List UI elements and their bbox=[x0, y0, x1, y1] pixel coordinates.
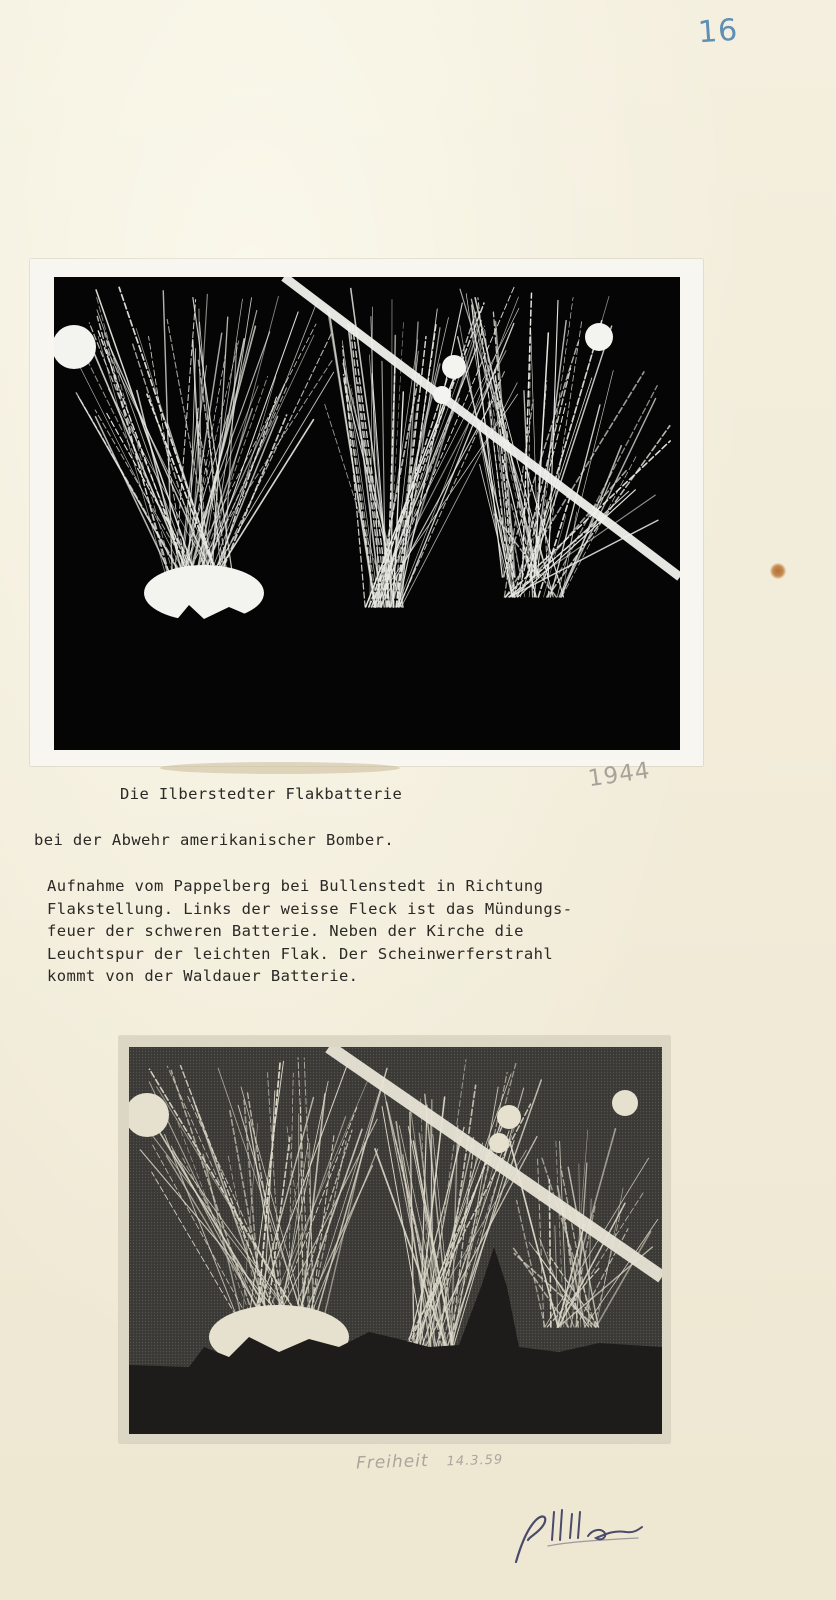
signature-mark bbox=[508, 1500, 698, 1570]
newspaper-clipping bbox=[119, 1036, 670, 1443]
glue-stain bbox=[160, 762, 400, 774]
photo-description bbox=[47, 875, 573, 988]
flak-tracer-halftone-image bbox=[129, 1047, 662, 1434]
handwritten-year: 1944 bbox=[586, 757, 653, 793]
description-line: feuer der schweren Batterie. Neben der Kirche die bbox=[47, 922, 524, 940]
caption-title: Die Ilberstedter Flakbatterie bbox=[120, 785, 403, 803]
source-date: 14.3.59 bbox=[446, 1452, 504, 1470]
description-line: kommt von der Waldauer Batterie. bbox=[47, 967, 359, 985]
clipping-photo bbox=[129, 1047, 662, 1434]
original-photo-print bbox=[30, 259, 703, 766]
handwritten-signature bbox=[508, 1500, 698, 1570]
page-number: 16 bbox=[696, 12, 740, 51]
source-note bbox=[356, 1448, 504, 1473]
source-publication: Freiheit bbox=[355, 1451, 429, 1474]
description-line: Aufnahme vom Pappelberg bei Bullenstedt in Richtung bbox=[47, 877, 544, 895]
description-line: Leuchtspur der leichten Flak. Der Scheinwerferstrahl bbox=[47, 944, 554, 963]
rust-stain bbox=[770, 563, 786, 579]
caption-subtitle: bei der Abwehr amerikanischer Bomber. bbox=[34, 831, 395, 849]
flak-tracer-image bbox=[54, 277, 680, 750]
night-flak-photo bbox=[54, 277, 680, 750]
description-line: Flakstellung. Links der weisse Fleck ist das Mündungs- bbox=[47, 899, 573, 918]
